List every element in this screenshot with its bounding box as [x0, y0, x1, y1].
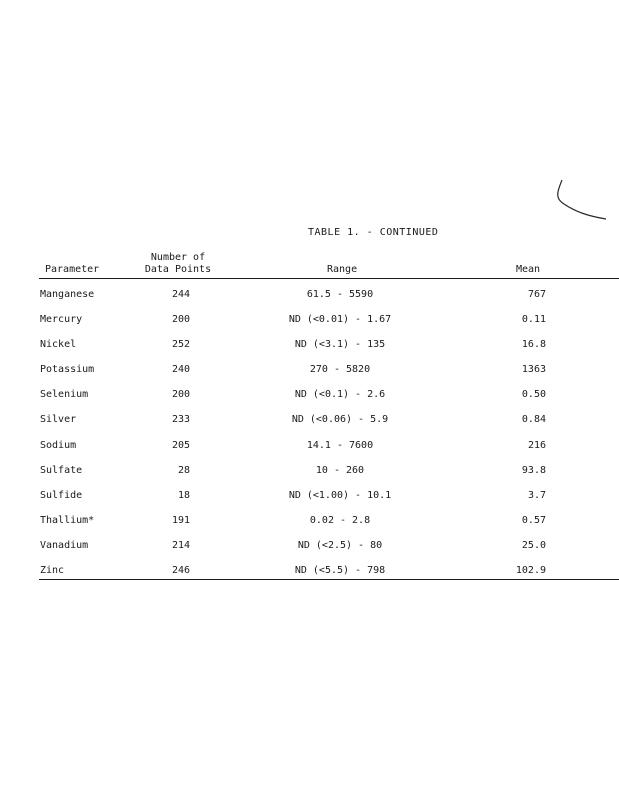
cell-range: 14.1 - 7600: [306, 439, 374, 451]
cell-parameter: Silver: [40, 414, 77, 426]
cell-range: 10 - 260: [315, 464, 365, 476]
cell-range: ND (<0.06) - 5.9: [291, 414, 389, 426]
cell-range: ND (<2.5) - 80: [297, 539, 383, 551]
table-title: TABLE 1. - CONTINUED: [308, 227, 439, 238]
cell-range: ND (<3.1) - 135: [294, 339, 386, 351]
cell-mean: 0.84: [521, 414, 546, 426]
cell-range: ND (<0.1) - 2.6: [294, 389, 386, 401]
cell-count: 191: [171, 514, 190, 526]
table-row: [0, 414, 619, 439]
cell-mean: 93.8: [521, 464, 546, 476]
cell-mean: 16.8: [521, 339, 546, 351]
cell-parameter: Thallium*: [40, 514, 95, 526]
table-header-rule: [39, 278, 619, 279]
table-row: [0, 465, 619, 490]
cell-count: 233: [171, 414, 190, 426]
header-mean: Mean: [516, 264, 541, 275]
cell-count: 246: [171, 565, 190, 577]
header-parameter: Parameter: [45, 264, 100, 275]
cell-parameter: Manganese: [40, 289, 95, 300]
cell-mean: 25.0: [521, 539, 546, 551]
table-row: [0, 389, 619, 414]
cell-mean: 3.7: [527, 489, 546, 501]
header-count-line-2: Data Points: [144, 264, 212, 275]
table-body: [0, 289, 619, 590]
cell-count: 205: [171, 439, 190, 451]
cell-mean: 0.11: [521, 314, 546, 326]
table-row: [0, 339, 619, 364]
cell-count: 18: [177, 489, 190, 501]
cell-mean: 1363: [521, 364, 546, 376]
cell-parameter: Sulfate: [40, 464, 83, 476]
cell-mean: 0.57: [521, 514, 546, 526]
table-row: [0, 440, 619, 465]
cell-mean: 216: [527, 439, 546, 451]
cell-parameter: Mercury: [40, 314, 83, 326]
cell-count: 252: [171, 339, 190, 351]
table-row: [0, 565, 619, 590]
header-range: Range: [327, 264, 358, 275]
cell-mean: 102.9: [515, 565, 546, 577]
cell-range: 0.02 - 2.8: [309, 514, 371, 526]
cell-parameter: Sodium: [40, 439, 77, 451]
cell-count: 240: [171, 364, 190, 376]
cell-mean: 767: [527, 289, 546, 300]
cell-count: 244: [171, 289, 190, 300]
cell-count: 200: [171, 314, 190, 326]
cell-parameter: Selenium: [40, 389, 89, 401]
table-row: [0, 289, 619, 314]
table-row: [0, 364, 619, 389]
cell-parameter: Zinc: [40, 565, 65, 577]
cell-mean: 0.50: [521, 389, 546, 401]
pen-stroke-mark: [552, 176, 612, 226]
table-row: [0, 540, 619, 565]
cell-range: ND (<5.5) - 798: [294, 565, 386, 577]
cell-range: 61.5 - 5590: [306, 289, 374, 300]
table-row: [0, 314, 619, 339]
cell-parameter: Vanadium: [40, 539, 89, 551]
cell-count: 28: [177, 464, 190, 476]
header-count-line-1: Number of: [150, 252, 206, 263]
header-number-of-data-points: [142, 252, 214, 276]
cell-count: 214: [171, 539, 190, 551]
table-row: [0, 490, 619, 515]
cell-parameter: Nickel: [40, 339, 77, 351]
cell-range: ND (<1.00) - 10.1: [288, 489, 392, 501]
cell-count: 200: [171, 389, 190, 401]
table-row: [0, 515, 619, 540]
table-bottom-rule: [39, 579, 619, 580]
cell-parameter: Sulfide: [40, 489, 83, 501]
cell-parameter: Potassium: [40, 364, 95, 376]
cell-range: 270 - 5820: [309, 364, 371, 376]
cell-range: ND (<0.01) - 1.67: [288, 314, 392, 326]
